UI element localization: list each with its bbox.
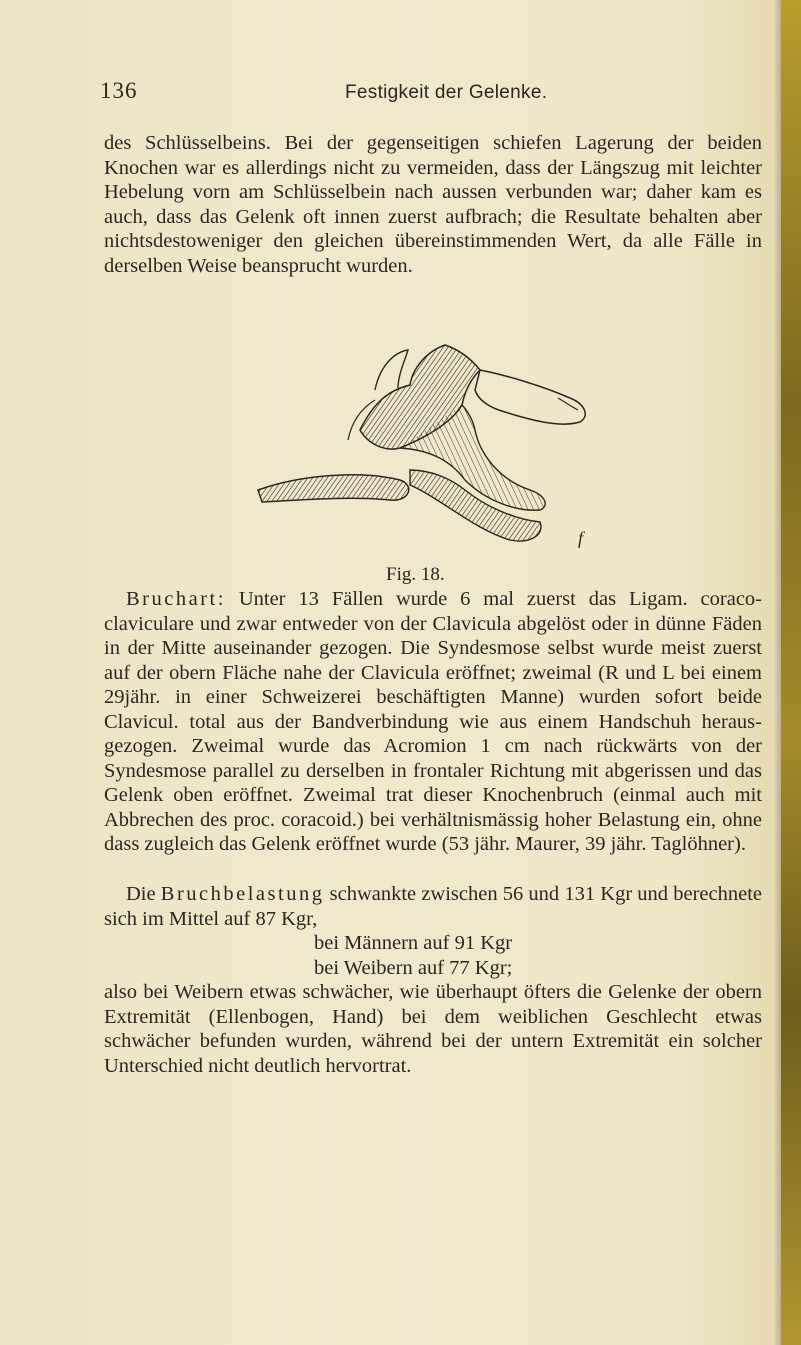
page-edge-shadow (773, 0, 781, 1345)
figure-label-f: f (578, 528, 584, 548)
paragraph-2-lead: Bruchart: (126, 588, 226, 610)
paragraph-3 (104, 882, 762, 1078)
book-edge (781, 0, 801, 1345)
paragraph-1-text: des Schlüsselbeins. Bei der gegenseitigen schiefen Lagerung der beiden Knochen war es allerdings nicht zu vermeiden, dass der Längszug mit leichter Hebelung vorn am Schlüsselbein nach aussen verbunden war; daher kam es auch, dass das Gelenk oft innen zuerst aufbrach; die Resultate behalten aber nichtsdestoweniger den gleichen übereinstimmenden Wert, da alle Fälle in derselben Weise beansprucht wurden. (104, 132, 762, 277)
clavicle-engraving (240, 330, 610, 560)
paragraph-3-text (104, 882, 762, 1078)
page-header (0, 78, 801, 108)
page-number: 136 (100, 78, 138, 103)
paragraph-2-text (104, 587, 762, 857)
paragraph-1 (104, 131, 762, 278)
line-women: bei Weibern auf 77 Kgr; (314, 956, 513, 979)
figure-caption: Fig. 18. (386, 564, 445, 585)
line-men: bei Männern auf 91 Kgr (314, 932, 513, 954)
paragraph-3-lead: Die (126, 883, 161, 905)
paragraph-2 (104, 587, 762, 857)
figure-18-illustration (240, 330, 610, 560)
running-title: Festigkeit der Gelenke. (345, 82, 548, 103)
paragraph-3-body: schwankte zwischen 56 und 131 Kgr und berechnete sich im Mittel auf 87 Kgr, (104, 883, 762, 930)
paragraph-3-end: also bei Weibern etwas schwächer, wie überhaupt öfters die Gelenke der obern Extremität (Ellenbogen, Hand) bei dem weiblichen Geschlecht etwas schwächer befunden wurden, während bei der untern Extremität ein solcher Unterschied nicht deutlich hervortrat. (104, 981, 762, 1077)
paragraph-2-body: Unter 13 Fällen wurde 6 mal zuerst das Ligam. coraco-claviculare und zwar entweder von der Clavicula abgelöst oder in dünne Fäden in der Mitte auseinander gezogen. Die Syndesmose selbst wurde meist zuerst auf der obern Fläche nahe der Clavicula eröffnet; zweimal (R und L bei einem 29jähr. in einer Schweizerei beschäftigten Manne) wurden sofort beide Clavicul. total aus der Bandverbindung wie aus einem Handschuh heraus-gezogen. Zweimal wurde das Acromion 1 cm nach rückwärts von der Syndesmose parallel zu derselben in frontaler Richtung mit abgerissen und das Gelenk oben eröffnet. Zweimal trat dieser Knochenbruch (einmal auch mit Abbrechen des proc. coracoid.) bei verhältnismässig hoher Belastung ein, ohne dass zugleich das Gelenk eröffnet wurde (53 jähr. Maurer, 39 jähr. Taglöhner). (104, 588, 762, 855)
paragraph-3-spaced-term: Bruchbelastung (160, 883, 325, 905)
